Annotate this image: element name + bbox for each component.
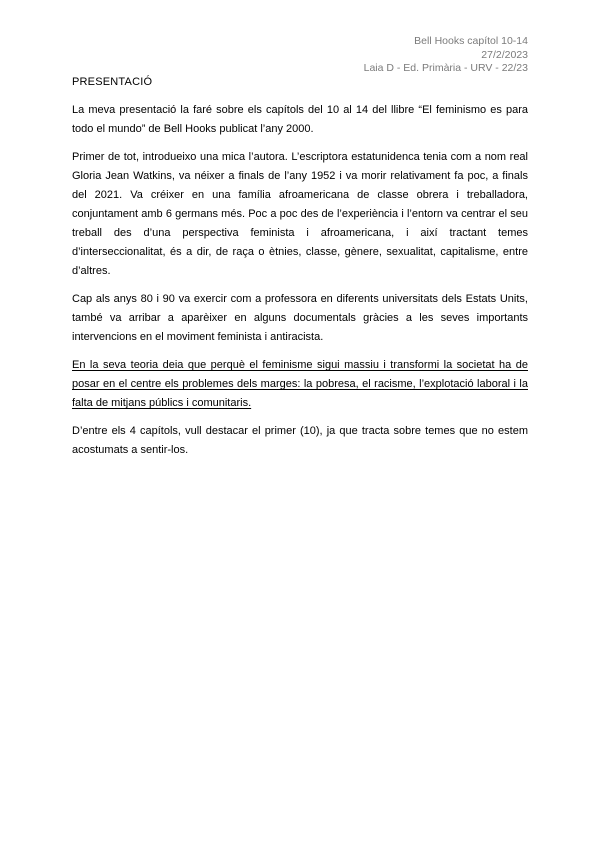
header-line-date: 27/2/2023 (481, 48, 528, 61)
header-line-author: Laia D - Ed. Primària - URV - 22/23 (363, 62, 528, 74)
document-body (72, 75, 528, 469)
page-header (364, 35, 528, 76)
header-line-title: Bell Hooks capítol 10-14 (414, 35, 528, 47)
paragraph-career: Cap als anys 80 i 90 va exercir com a professora en diferents universitats dels Estats Units, també va arribar a aparèixer en alguns documentals gràcies a les seves importants intervencions en el moviment feminista i antiracista. (72, 293, 528, 343)
paragraph-theory-underlined: En la seva teoria deia que perquè el feminisme sigui massiu i transformi la societat ha de posar en el centre els problemes dels marges: la pobresa, el racisme, l’explotació laboral i la falta de mitjans públics i comunitaris. (72, 359, 528, 409)
paragraph-author-bio: Primer de tot, introdueixo una mica l’autora. L’escriptora estatunidenca tenia com a nom real Gloria Jean Watkins, va néixer a finals de l’any 1952 i va morir relativament fa poc, a finals del 2021. Va créixer en una família afroamericana de classe obrera i treballadora, conjuntament amb 6 germans més. Poc a poc des de l’experiència i l’entorn va centrar el seu treball des d’una perspectiva feminista i afroamericana, i així tractant temes d’interseccionalitat, és a dir, de raça o ètnies, classe, gènere, sexualitat, capitalisme, entre d’altres. (72, 151, 528, 277)
document-title: PRESENTACIÓ (72, 76, 153, 88)
paragraph-intro: La meva presentació la faré sobre els capítols del 10 al 14 del llibre “El feminismo es para todo el mundo” de Bell Hooks publicat l’any 2000. (72, 104, 528, 135)
paragraph-highlight-chapter: D’entre els 4 capítols, vull destacar el primer (10), ja que tracta sobre temes que no estem acostumats a sentir-los. (72, 425, 528, 456)
